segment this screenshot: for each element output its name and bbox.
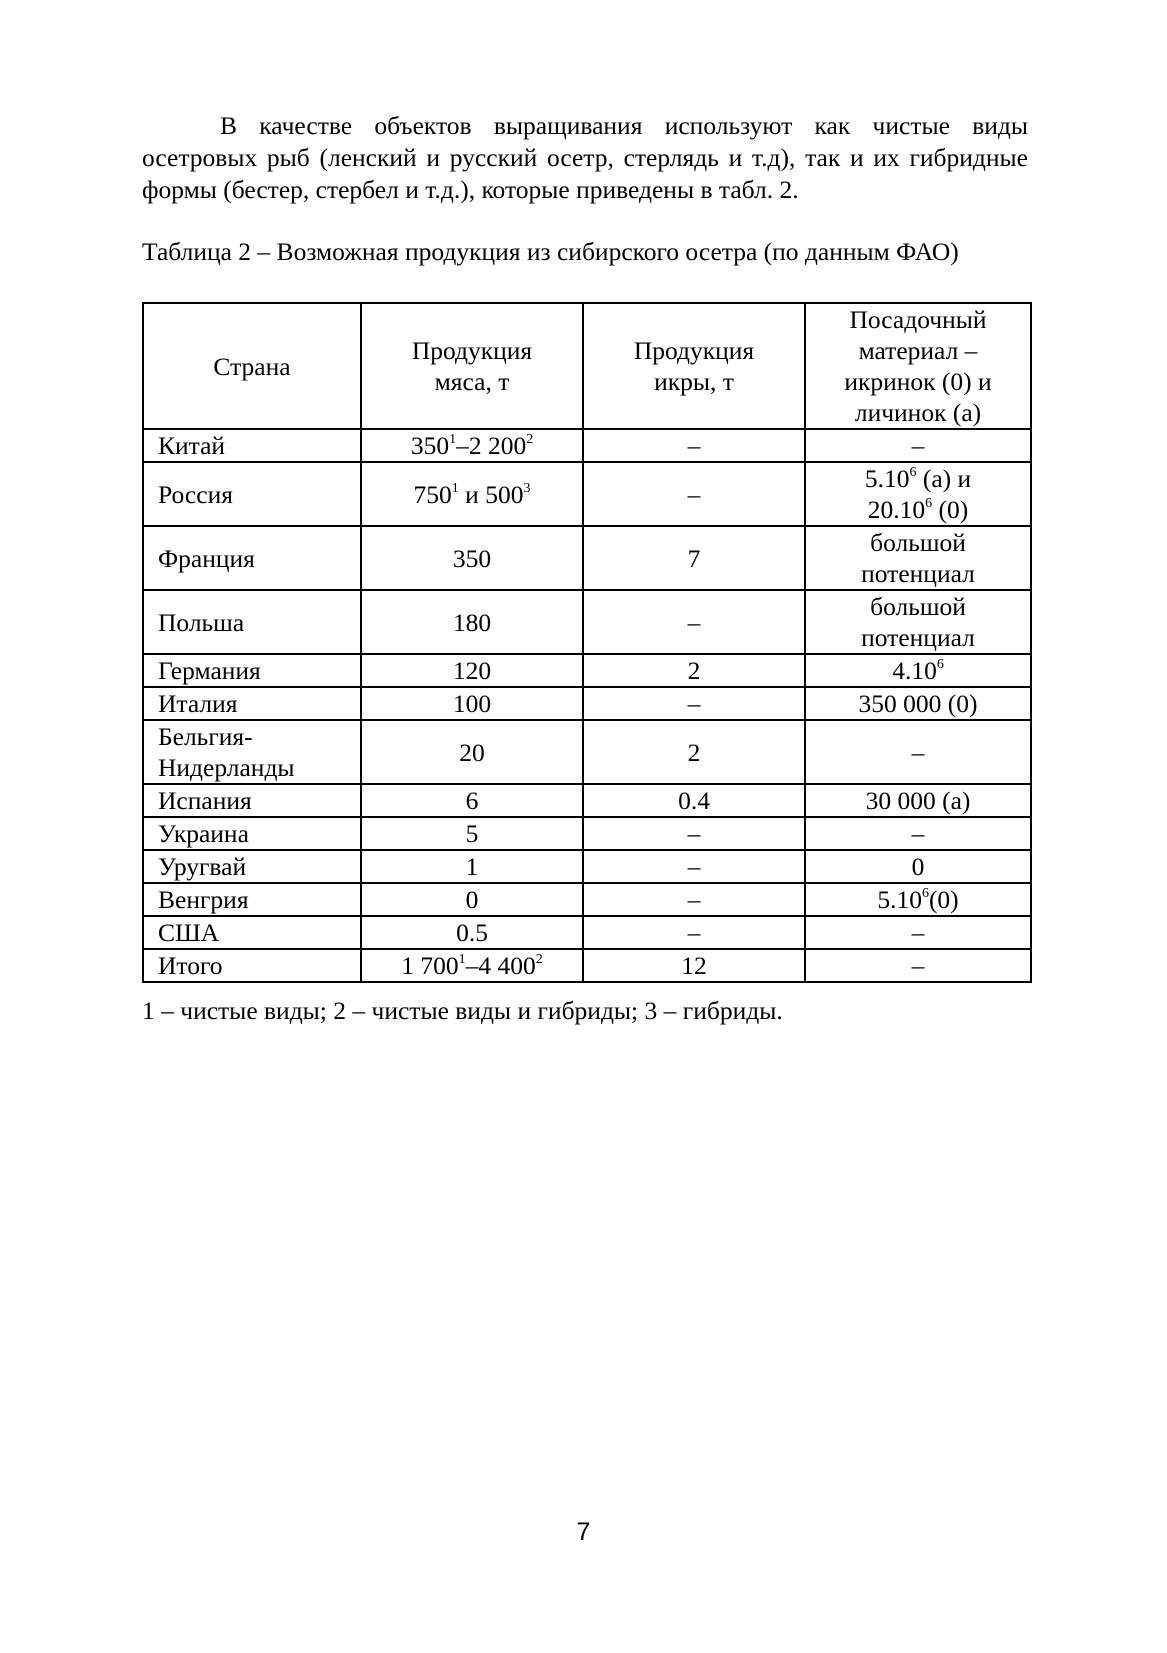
cell-stock: – — [805, 949, 1031, 982]
cell-country: Бельгия- Нидерланды — [143, 720, 361, 784]
cell-country: Уругвай — [143, 850, 361, 883]
table-row — [143, 817, 1031, 850]
cell-caviar: 12 — [583, 949, 805, 982]
table-row — [143, 784, 1031, 817]
cell-country: Китай — [143, 429, 361, 462]
cell-country: Испания — [143, 784, 361, 817]
cell-caviar: – — [583, 429, 805, 462]
cell-stock: большой потенциал — [805, 590, 1031, 654]
table-row — [143, 462, 1031, 526]
table-row — [143, 687, 1031, 720]
table-header-row — [143, 303, 1031, 429]
cell-meat: 20 — [361, 720, 583, 784]
table-caption: Таблица 2 – Возможная продукция из сибирского осетра (по данным ФАО) — [142, 237, 959, 266]
cell-stock: большой потенциал — [805, 526, 1031, 590]
page-number: 7 — [576, 1518, 591, 1546]
cell-meat: 350 — [361, 526, 583, 590]
table-row — [143, 883, 1031, 916]
cell-country: Италия — [143, 687, 361, 720]
cell-country: США — [143, 916, 361, 949]
cell-meat: 120 — [361, 654, 583, 687]
cell-caviar: – — [583, 817, 805, 850]
cell-meat: $350^1-2$ $200^2$ — [361, 429, 583, 462]
header-country: Страна — [143, 303, 361, 429]
cell-caviar: – — [583, 462, 805, 526]
table-row-total — [143, 949, 1031, 982]
table-row — [143, 590, 1031, 654]
cell-caviar: – — [583, 590, 805, 654]
cell-country: Россия — [143, 462, 361, 526]
cell-country: Германия — [143, 654, 361, 687]
header-caviar: Продукция икры, т — [583, 303, 805, 429]
cell-meat: 180 — [361, 590, 583, 654]
cell-stock: – — [805, 720, 1031, 784]
cell-caviar: – — [583, 687, 805, 720]
production-table — [142, 302, 1032, 983]
table-row — [143, 654, 1031, 687]
cell-stock: – — [805, 429, 1031, 462]
cell-meat: 5 — [361, 817, 583, 850]
intro-paragraph: В качестве объектов выращивания используют как чистые виды осетровых рыб (ленский и русский осетр, стерлядь и т.д), так и их гибридные формы (бестер, стербел и т.д.), которые приведены в табл. 2. — [142, 111, 1028, 204]
cell-caviar: 2 — [583, 654, 805, 687]
header-stock: Посадочный материал – икринок (0) и личинок (а) — [805, 303, 1031, 429]
table-row — [143, 526, 1031, 590]
cell-caviar: 2 — [583, 720, 805, 784]
table-footnote: 1 – чистые виды; 2 – чистые виды и гибриды; 3 – гибриды. — [142, 996, 783, 1025]
cell-meat: $750^1$ и $500^3$ — [361, 462, 583, 526]
cell-meat: 0.5 — [361, 916, 583, 949]
cell-stock: 4.10$^6$ — [805, 654, 1031, 687]
cell-country: Польша — [143, 590, 361, 654]
cell-country: Итого — [143, 949, 361, 982]
cell-caviar: – — [583, 850, 805, 883]
cell-meat: 100 — [361, 687, 583, 720]
cell-caviar: – — [583, 916, 805, 949]
cell-stock: – — [805, 817, 1031, 850]
cell-meat: 6 — [361, 784, 583, 817]
header-meat: Продукция мяса, т — [361, 303, 583, 429]
cell-meat: 0 — [361, 883, 583, 916]
table-row — [143, 916, 1031, 949]
cell-meat: 1 $700^1-4$ $400^2$ — [361, 949, 583, 982]
cell-stock: 30 000 (а) — [805, 784, 1031, 817]
cell-country: Украина — [143, 817, 361, 850]
table-row — [143, 720, 1031, 784]
cell-country: Франция — [143, 526, 361, 590]
table-row — [143, 429, 1031, 462]
cell-stock: – — [805, 916, 1031, 949]
cell-caviar: 7 — [583, 526, 805, 590]
cell-caviar: – — [583, 883, 805, 916]
cell-country: Венгрия — [143, 883, 361, 916]
cell-caviar: 0.4 — [583, 784, 805, 817]
table-row — [143, 850, 1031, 883]
cell-stock: 5.10$^6$ (а) и 20.10$^6$ (0) — [805, 462, 1031, 526]
cell-stock: 5.10$^6$(0) — [805, 883, 1031, 916]
cell-stock: 350 000 (0) — [805, 687, 1031, 720]
cell-stock: 0 — [805, 850, 1031, 883]
cell-meat: 1 — [361, 850, 583, 883]
